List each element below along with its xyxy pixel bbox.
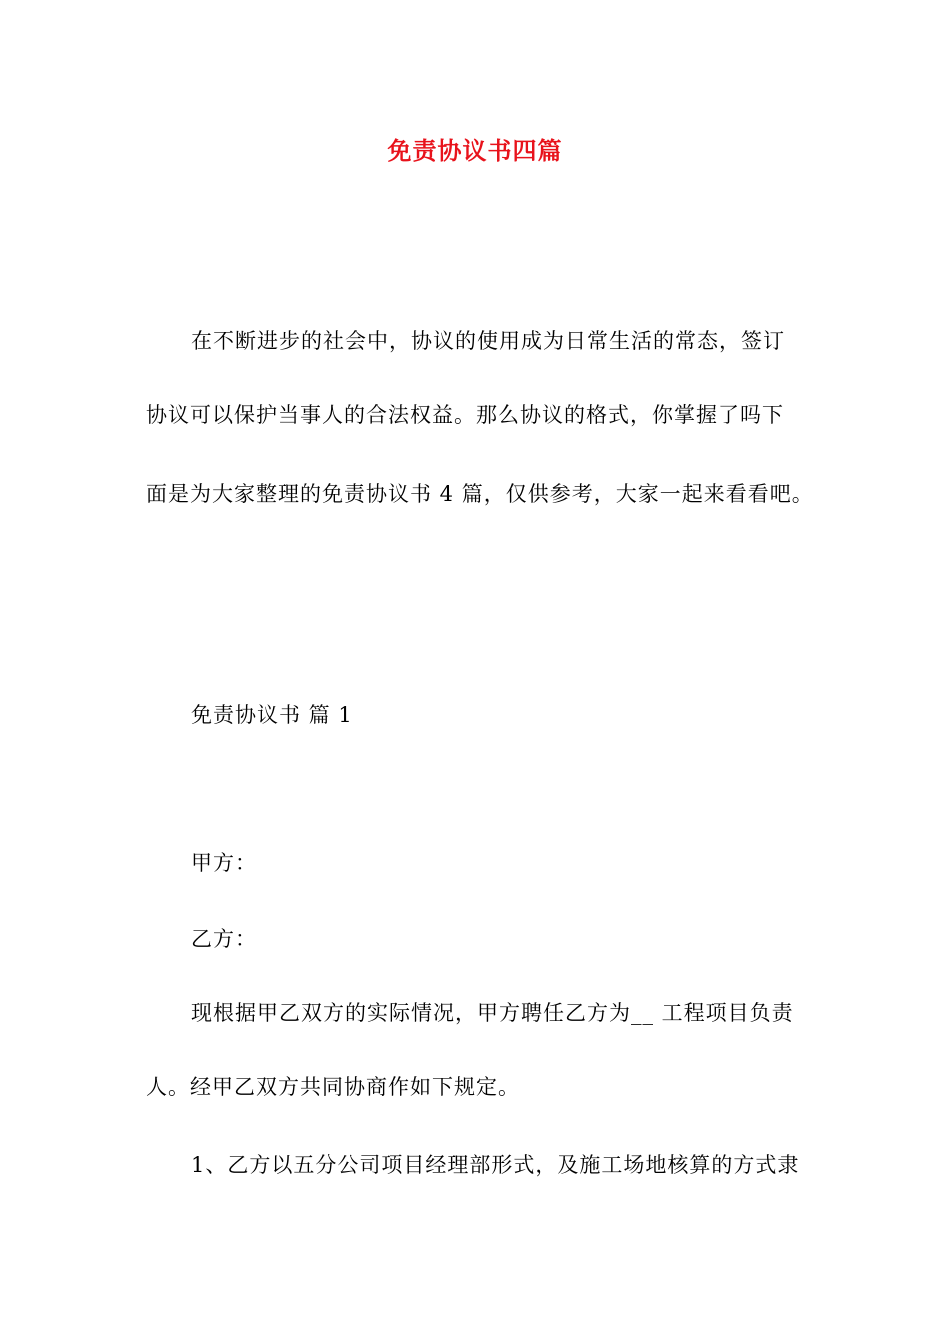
- document-title: 免责协议书四篇: [387, 136, 563, 165]
- paragraph-1-line-1: 现根据甲乙双方的实际情况，甲方聘任乙方为__ 工程项目负责: [191, 1001, 794, 1025]
- section-heading: 免责协议书 篇 1: [191, 703, 353, 727]
- paragraph-1-line-2: 人。经甲乙双方共同协商作如下规定。: [146, 1075, 520, 1099]
- item-1-line-1: 1、乙方以五分公司项目经理部形式，及施工场地核算的方式隶: [191, 1153, 800, 1177]
- intro-line-1: 在不断进步的社会中，协议的使用成为日常生活的常态，签订: [191, 329, 785, 353]
- party-b-label: 乙方：: [191, 927, 257, 951]
- intro-line-3: 面是为大家整理的免责协议书 4 篇，仅供参考，大家一起来看看吧。: [146, 482, 814, 506]
- intro-line-2: 协议可以保护当事人的合法权益。那么协议的格式，你掌握了吗下: [146, 403, 784, 427]
- party-a-label: 甲方：: [191, 851, 257, 875]
